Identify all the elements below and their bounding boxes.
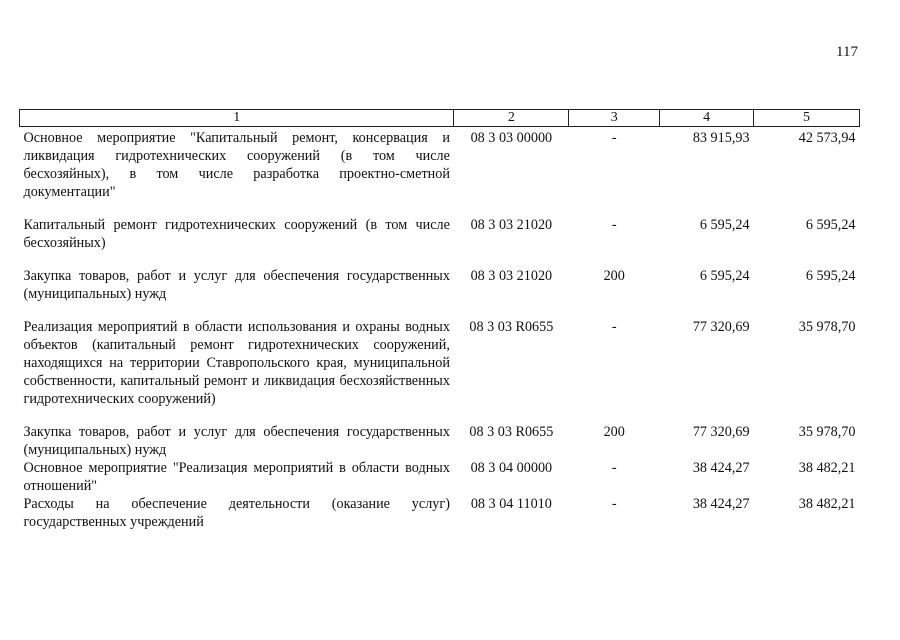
row-sum-1: 6 595,24	[699, 268, 750, 284]
row-name: Расходы на обеспечение деятельности (оказание услуг) государственных учреждений	[23, 496, 450, 530]
row-code: 08 3 04 11010	[470, 496, 552, 512]
row-name: Закупка товаров, работ и услуг для обеспечения государственных (муниципальных) нужд	[23, 268, 450, 302]
table-row	[20, 318, 860, 423]
row-name: Закупка товаров, работ и услуг для обеспечения государственных (муниципальных) нужд	[23, 424, 450, 458]
header-col-1: 1	[20, 110, 454, 127]
table-body	[20, 127, 860, 532]
row-name: Капитальный ремонт гидротехнических сооружений (в том числе бесхозяйных)	[23, 217, 450, 251]
row-vr: -	[611, 319, 617, 335]
row-sum-1: 83 915,93	[692, 130, 750, 146]
header-col-3: 3	[569, 110, 660, 127]
header-col-2: 2	[454, 110, 569, 127]
row-name: Реализация мероприятий в области использования и охраны водных объектов (капитальный ремонт гидротехнических сооружений, находящихся на территории Ставропольского края, муниципальной собственности, капитальный ремонт и ликвидация бесхозяйственных гидротехнических сооружений)	[23, 319, 450, 407]
row-sum-2: 42 573,94	[798, 130, 856, 146]
row-code: 08 3 03 21020	[470, 268, 553, 284]
row-sum-1: 77 320,69	[692, 424, 750, 440]
row-sum-2: 38 482,21	[798, 460, 856, 476]
table-row	[20, 127, 860, 217]
table-row	[20, 495, 860, 531]
table-row	[20, 459, 860, 495]
row-sum-1: 38 424,27	[692, 460, 750, 476]
header-col-5: 5	[754, 110, 860, 127]
row-vr: 200	[603, 424, 625, 440]
row-name: Основное мероприятие "Капитальный ремонт, консервация и ликвидация гидротехнических сооружений (в том числе бесхозяйных), в том числе разработка проектно-сметной документации"	[23, 130, 450, 200]
header-col-4: 4	[660, 110, 754, 127]
row-vr: -	[611, 130, 617, 146]
row-code: 08 3 03 21020	[470, 217, 553, 233]
row-sum-1: 77 320,69	[692, 319, 750, 335]
header-row	[20, 110, 860, 127]
row-sum-2: 35 978,70	[798, 319, 856, 335]
page-number: 117	[836, 44, 858, 60]
table-row	[20, 423, 860, 459]
row-sum-2: 35 978,70	[798, 424, 856, 440]
row-sum-1: 6 595,24	[699, 217, 750, 233]
row-code: 08 3 04 00000	[470, 460, 553, 476]
row-sum-1: 38 424,27	[692, 496, 750, 512]
row-name: Основное мероприятие "Реализация мероприятий в области водных отношений"	[23, 460, 450, 494]
budget-table	[19, 109, 860, 531]
row-vr: -	[611, 496, 617, 512]
table-header	[20, 110, 860, 127]
row-code: 08 3 03 00000	[470, 130, 553, 146]
row-sum-2: 38 482,21	[798, 496, 856, 512]
row-code: 08 3 03 R0655	[469, 424, 554, 440]
row-code: 08 3 03 R0655	[469, 319, 554, 335]
table-row	[20, 216, 860, 267]
row-sum-2: 6 595,24	[805, 217, 856, 233]
row-vr: 200	[603, 268, 625, 284]
row-sum-2: 6 595,24	[805, 268, 856, 284]
table-row	[20, 267, 860, 318]
row-vr: -	[611, 460, 617, 476]
row-vr: -	[611, 217, 617, 233]
